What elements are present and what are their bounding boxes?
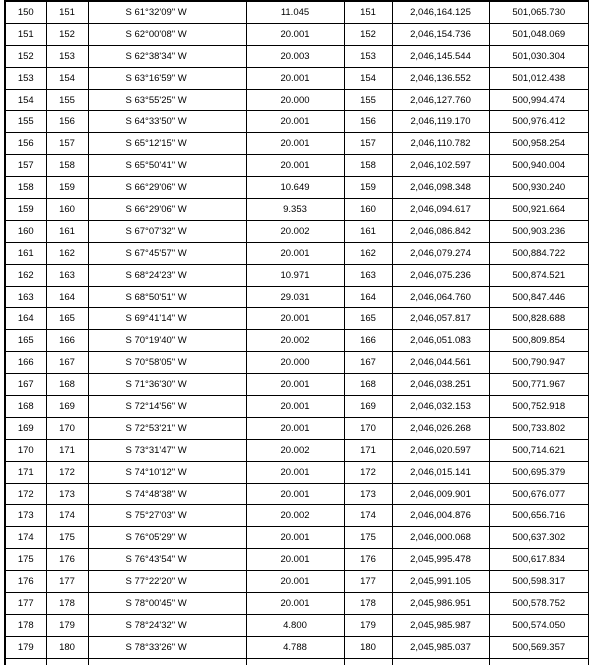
coordinate-x-cell: 501,048.069 bbox=[489, 23, 589, 45]
distance-cell: 20.001 bbox=[246, 527, 344, 549]
table-row bbox=[5, 111, 589, 133]
bearing-cell: S 74°10'12" W bbox=[88, 461, 246, 483]
distance-cell: 20.003 bbox=[246, 45, 344, 67]
bearing-cell: S 66°29'06" W bbox=[88, 199, 246, 221]
coordinate-x-cell: 501,065.730 bbox=[489, 1, 589, 23]
bearing-cell: S 70°58'05" W bbox=[88, 352, 246, 374]
coordinate-x-cell: 500,976.412 bbox=[489, 111, 589, 133]
distance-cell: 20.001 bbox=[246, 242, 344, 264]
vertex-cell: 180 bbox=[344, 636, 392, 658]
distance-cell: 20.001 bbox=[246, 374, 344, 396]
bearing-cell: S 76°05'29" W bbox=[88, 527, 246, 549]
distance-cell: 11.045 bbox=[246, 1, 344, 23]
empty-cell bbox=[392, 658, 489, 665]
table-row bbox=[5, 133, 589, 155]
station-to-cell: 155 bbox=[46, 89, 88, 111]
distance-cell: 20.001 bbox=[246, 133, 344, 155]
coordinate-x-cell: 500,578.752 bbox=[489, 593, 589, 615]
vertex-cell: 167 bbox=[344, 352, 392, 374]
coordinate-x-cell: 500,958.254 bbox=[489, 133, 589, 155]
survey-sheet bbox=[4, 0, 588, 665]
coordinate-x-cell: 500,637.302 bbox=[489, 527, 589, 549]
coordinate-x-cell: 500,903.236 bbox=[489, 220, 589, 242]
station-from-cell: 175 bbox=[5, 549, 46, 571]
table-row bbox=[5, 352, 589, 374]
coordinate-x-cell: 500,676.077 bbox=[489, 483, 589, 505]
bearing-cell: S 74°48'38" W bbox=[88, 483, 246, 505]
distance-cell: 20.001 bbox=[246, 308, 344, 330]
station-to-cell: 162 bbox=[46, 242, 88, 264]
table-row bbox=[5, 527, 589, 549]
vertex-cell: 168 bbox=[344, 374, 392, 396]
station-to-cell: 179 bbox=[46, 614, 88, 636]
station-from-cell: 167 bbox=[5, 374, 46, 396]
vertex-cell: 173 bbox=[344, 483, 392, 505]
station-to-cell: 154 bbox=[46, 67, 88, 89]
coordinate-y-cell: 2,046,064.760 bbox=[392, 286, 489, 308]
table-row bbox=[5, 264, 589, 286]
empty-cell bbox=[46, 658, 88, 665]
coordinate-y-cell: 2,046,127.760 bbox=[392, 89, 489, 111]
station-from-cell: 164 bbox=[5, 308, 46, 330]
vertex-cell: 158 bbox=[344, 155, 392, 177]
station-from-cell: 156 bbox=[5, 133, 46, 155]
bearing-cell: S 68°24'23" W bbox=[88, 264, 246, 286]
station-from-cell: 153 bbox=[5, 67, 46, 89]
coordinate-y-cell: 2,046,136.552 bbox=[392, 67, 489, 89]
station-from-cell: 179 bbox=[5, 636, 46, 658]
station-from-cell: 177 bbox=[5, 593, 46, 615]
station-to-cell: 158 bbox=[46, 155, 88, 177]
vertex-cell: 176 bbox=[344, 549, 392, 571]
station-to-cell: 173 bbox=[46, 483, 88, 505]
bearing-cell: S 78°24'32" W bbox=[88, 614, 246, 636]
distance-cell: 20.000 bbox=[246, 352, 344, 374]
station-from-cell: 166 bbox=[5, 352, 46, 374]
bearing-cell: S 67°07'32" W bbox=[88, 220, 246, 242]
distance-cell: 20.001 bbox=[246, 417, 344, 439]
bearing-cell: S 61°32'09" W bbox=[88, 1, 246, 23]
station-to-cell: 153 bbox=[46, 45, 88, 67]
distance-cell: 20.001 bbox=[246, 461, 344, 483]
coordinate-y-cell: 2,046,086.842 bbox=[392, 220, 489, 242]
table-row bbox=[5, 23, 589, 45]
coordinate-y-cell: 2,046,164.125 bbox=[392, 1, 489, 23]
coordinate-y-cell: 2,046,119.170 bbox=[392, 111, 489, 133]
coordinate-y-cell: 2,046,009.901 bbox=[392, 483, 489, 505]
empty-cell bbox=[344, 658, 392, 665]
station-to-cell: 156 bbox=[46, 111, 88, 133]
bearing-cell: S 69°41'14" W bbox=[88, 308, 246, 330]
empty-cell bbox=[88, 658, 246, 665]
vertex-cell: 177 bbox=[344, 571, 392, 593]
vertex-cell: 151 bbox=[344, 1, 392, 23]
station-from-cell: 171 bbox=[5, 461, 46, 483]
coordinate-x-cell: 500,921.664 bbox=[489, 199, 589, 221]
station-from-cell: 162 bbox=[5, 264, 46, 286]
coordinate-y-cell: 2,046,044.561 bbox=[392, 352, 489, 374]
vertex-cell: 162 bbox=[344, 242, 392, 264]
distance-cell: 10.649 bbox=[246, 177, 344, 199]
station-to-cell: 163 bbox=[46, 264, 88, 286]
coordinate-x-cell: 500,809.854 bbox=[489, 330, 589, 352]
station-to-cell: 169 bbox=[46, 396, 88, 418]
station-from-cell: 170 bbox=[5, 439, 46, 461]
distance-cell: 20.001 bbox=[246, 155, 344, 177]
table-row bbox=[5, 67, 589, 89]
coordinate-x-cell: 500,656.716 bbox=[489, 505, 589, 527]
station-to-cell: 168 bbox=[46, 374, 88, 396]
station-from-cell: 158 bbox=[5, 177, 46, 199]
vertex-cell: 159 bbox=[344, 177, 392, 199]
coordinate-y-cell: 2,046,154.736 bbox=[392, 23, 489, 45]
distance-cell: 20.001 bbox=[246, 111, 344, 133]
coordinate-x-cell: 500,695.379 bbox=[489, 461, 589, 483]
distance-cell: 20.002 bbox=[246, 330, 344, 352]
station-to-cell: 178 bbox=[46, 593, 88, 615]
coordinate-x-cell: 500,930.240 bbox=[489, 177, 589, 199]
table-row bbox=[5, 396, 589, 418]
table-row bbox=[5, 549, 589, 571]
coordinate-x-cell: 500,574.050 bbox=[489, 614, 589, 636]
vertex-cell: 164 bbox=[344, 286, 392, 308]
bearing-cell: S 62°38'34" W bbox=[88, 45, 246, 67]
station-from-cell: 163 bbox=[5, 286, 46, 308]
station-from-cell: 176 bbox=[5, 571, 46, 593]
coordinate-x-cell: 501,012.438 bbox=[489, 67, 589, 89]
table-row bbox=[5, 220, 589, 242]
coordinate-y-cell: 2,046,094.617 bbox=[392, 199, 489, 221]
table-row bbox=[5, 461, 589, 483]
coordinate-x-cell: 500,569.357 bbox=[489, 636, 589, 658]
coordinate-y-cell: 2,045,995.478 bbox=[392, 549, 489, 571]
station-from-cell: 150 bbox=[5, 1, 46, 23]
coordinate-y-cell: 2,046,032.153 bbox=[392, 396, 489, 418]
table-row bbox=[5, 439, 589, 461]
station-to-cell: 151 bbox=[46, 1, 88, 23]
coordinate-x-cell: 500,828.688 bbox=[489, 308, 589, 330]
bearing-cell: S 65°50'41" W bbox=[88, 155, 246, 177]
bearing-cell: S 67°45'57" W bbox=[88, 242, 246, 264]
station-to-cell: 177 bbox=[46, 571, 88, 593]
bearing-cell: S 62°00'08" W bbox=[88, 23, 246, 45]
station-to-cell: 176 bbox=[46, 549, 88, 571]
station-to-cell: 171 bbox=[46, 439, 88, 461]
table-row bbox=[5, 155, 589, 177]
vertex-cell: 175 bbox=[344, 527, 392, 549]
table-row bbox=[5, 483, 589, 505]
coordinate-x-cell: 500,884.722 bbox=[489, 242, 589, 264]
bearing-cell: S 78°33'26" W bbox=[88, 636, 246, 658]
coordinate-y-cell: 2,046,057.817 bbox=[392, 308, 489, 330]
vertex-cell: 156 bbox=[344, 111, 392, 133]
coordinate-y-cell: 2,046,102.597 bbox=[392, 155, 489, 177]
vertex-cell: 172 bbox=[344, 461, 392, 483]
bearing-cell: S 78°00'45" W bbox=[88, 593, 246, 615]
station-from-cell: 154 bbox=[5, 89, 46, 111]
station-from-cell: 151 bbox=[5, 23, 46, 45]
distance-cell: 29.031 bbox=[246, 286, 344, 308]
empty-cell bbox=[5, 658, 46, 665]
coordinate-y-cell: 2,046,145.544 bbox=[392, 45, 489, 67]
coordinate-y-cell: 2,045,985.987 bbox=[392, 614, 489, 636]
table-row bbox=[5, 505, 589, 527]
distance-cell: 20.001 bbox=[246, 396, 344, 418]
distance-cell: 20.001 bbox=[246, 483, 344, 505]
table-row bbox=[5, 45, 589, 67]
table-row bbox=[5, 199, 589, 221]
distance-cell: 9.353 bbox=[246, 199, 344, 221]
bearing-cell: S 70°19'40" W bbox=[88, 330, 246, 352]
distance-cell: 20.002 bbox=[246, 220, 344, 242]
table-row bbox=[5, 177, 589, 199]
coordinate-x-cell: 500,714.621 bbox=[489, 439, 589, 461]
coordinate-y-cell: 2,046,051.083 bbox=[392, 330, 489, 352]
table-row bbox=[5, 571, 589, 593]
bearing-cell: S 63°16'59" W bbox=[88, 67, 246, 89]
distance-cell: 20.001 bbox=[246, 23, 344, 45]
table-row bbox=[5, 286, 589, 308]
table-row bbox=[5, 593, 589, 615]
coordinate-x-cell: 500,940.004 bbox=[489, 155, 589, 177]
coordinate-x-cell: 500,790.947 bbox=[489, 352, 589, 374]
bearing-cell: S 64°33'50" W bbox=[88, 111, 246, 133]
station-to-cell: 180 bbox=[46, 636, 88, 658]
coordinate-y-cell: 2,046,004.876 bbox=[392, 505, 489, 527]
station-from-cell: 168 bbox=[5, 396, 46, 418]
table-row bbox=[5, 417, 589, 439]
coordinate-x-cell: 500,847.446 bbox=[489, 286, 589, 308]
coordinate-y-cell: 2,046,020.597 bbox=[392, 439, 489, 461]
station-to-cell: 152 bbox=[46, 23, 88, 45]
station-to-cell: 165 bbox=[46, 308, 88, 330]
survey-table-body bbox=[5, 1, 589, 665]
vertex-cell: 155 bbox=[344, 89, 392, 111]
station-from-cell: 178 bbox=[5, 614, 46, 636]
coordinate-y-cell: 2,046,075.236 bbox=[392, 264, 489, 286]
coordinate-x-cell: 500,598.317 bbox=[489, 571, 589, 593]
vertex-cell: 169 bbox=[344, 396, 392, 418]
coordinate-y-cell: 2,046,110.782 bbox=[392, 133, 489, 155]
bearing-cell: S 72°53'21" W bbox=[88, 417, 246, 439]
station-to-cell: 174 bbox=[46, 505, 88, 527]
coordinate-x-cell: 500,617.834 bbox=[489, 549, 589, 571]
vertex-cell: 163 bbox=[344, 264, 392, 286]
station-to-cell: 157 bbox=[46, 133, 88, 155]
vertex-cell: 154 bbox=[344, 67, 392, 89]
coordinate-y-cell: 2,046,026.268 bbox=[392, 417, 489, 439]
distance-cell: 20.001 bbox=[246, 67, 344, 89]
bearing-cell: S 65°12'15" W bbox=[88, 133, 246, 155]
station-to-cell: 172 bbox=[46, 461, 88, 483]
vertex-cell: 178 bbox=[344, 593, 392, 615]
bearing-cell: S 75°27'03" W bbox=[88, 505, 246, 527]
coordinate-x-cell: 500,752.918 bbox=[489, 396, 589, 418]
vertex-cell: 171 bbox=[344, 439, 392, 461]
distance-cell: 10.971 bbox=[246, 264, 344, 286]
table-row bbox=[5, 330, 589, 352]
coordinate-x-cell: 500,733.802 bbox=[489, 417, 589, 439]
coordinate-x-cell: 500,994.474 bbox=[489, 89, 589, 111]
station-from-cell: 159 bbox=[5, 199, 46, 221]
station-to-cell: 161 bbox=[46, 220, 88, 242]
station-from-cell: 174 bbox=[5, 527, 46, 549]
coordinate-y-cell: 2,045,985.037 bbox=[392, 636, 489, 658]
station-to-cell: 166 bbox=[46, 330, 88, 352]
vertex-cell: 166 bbox=[344, 330, 392, 352]
vertex-cell: 170 bbox=[344, 417, 392, 439]
coordinate-y-cell: 2,046,000.068 bbox=[392, 527, 489, 549]
station-from-cell: 152 bbox=[5, 45, 46, 67]
bearing-cell: S 63°55'25" W bbox=[88, 89, 246, 111]
coordinate-x-cell: 500,771.967 bbox=[489, 374, 589, 396]
coordinate-y-cell: 2,045,986.951 bbox=[392, 593, 489, 615]
station-from-cell: 172 bbox=[5, 483, 46, 505]
distance-cell: 20.001 bbox=[246, 549, 344, 571]
station-to-cell: 170 bbox=[46, 417, 88, 439]
coordinate-y-cell: 2,046,098.348 bbox=[392, 177, 489, 199]
coordinate-x-cell: 500,874.521 bbox=[489, 264, 589, 286]
empty-cell bbox=[489, 658, 589, 665]
station-to-cell: 164 bbox=[46, 286, 88, 308]
survey-table bbox=[4, 0, 589, 665]
distance-cell: 20.001 bbox=[246, 571, 344, 593]
table-row bbox=[5, 242, 589, 264]
vertex-cell: 157 bbox=[344, 133, 392, 155]
station-from-cell: 165 bbox=[5, 330, 46, 352]
coordinate-y-cell: 2,046,079.274 bbox=[392, 242, 489, 264]
table-row bbox=[5, 636, 589, 658]
empty-cell bbox=[246, 658, 344, 665]
station-to-cell: 160 bbox=[46, 199, 88, 221]
station-from-cell: 155 bbox=[5, 111, 46, 133]
bearing-cell: S 68°50'51" W bbox=[88, 286, 246, 308]
station-to-cell: 159 bbox=[46, 177, 88, 199]
coordinate-y-cell: 2,046,038.251 bbox=[392, 374, 489, 396]
distance-cell: 20.000 bbox=[246, 89, 344, 111]
bearing-cell: S 77°22'20" W bbox=[88, 571, 246, 593]
station-to-cell: 167 bbox=[46, 352, 88, 374]
station-to-cell: 175 bbox=[46, 527, 88, 549]
bearing-cell: S 71°36'30" W bbox=[88, 374, 246, 396]
distance-cell: 4.788 bbox=[246, 636, 344, 658]
table-row-cut-off bbox=[5, 658, 589, 665]
station-from-cell: 157 bbox=[5, 155, 46, 177]
bearing-cell: S 73°31'47" W bbox=[88, 439, 246, 461]
table-row bbox=[5, 89, 589, 111]
coordinate-y-cell: 2,045,991.105 bbox=[392, 571, 489, 593]
vertex-cell: 152 bbox=[344, 23, 392, 45]
bearing-cell: S 76°43'54" W bbox=[88, 549, 246, 571]
distance-cell: 20.002 bbox=[246, 439, 344, 461]
vertex-cell: 153 bbox=[344, 45, 392, 67]
vertex-cell: 161 bbox=[344, 220, 392, 242]
distance-cell: 20.001 bbox=[246, 593, 344, 615]
table-row bbox=[5, 374, 589, 396]
vertex-cell: 160 bbox=[344, 199, 392, 221]
station-from-cell: 161 bbox=[5, 242, 46, 264]
coordinate-x-cell: 501,030.304 bbox=[489, 45, 589, 67]
distance-cell: 4.800 bbox=[246, 614, 344, 636]
coordinate-y-cell: 2,046,015.141 bbox=[392, 461, 489, 483]
table-row bbox=[5, 614, 589, 636]
bearing-cell: S 72°14'56" W bbox=[88, 396, 246, 418]
vertex-cell: 165 bbox=[344, 308, 392, 330]
station-from-cell: 160 bbox=[5, 220, 46, 242]
vertex-cell: 179 bbox=[344, 614, 392, 636]
table-row bbox=[5, 1, 589, 23]
distance-cell: 20.002 bbox=[246, 505, 344, 527]
table-row bbox=[5, 308, 589, 330]
station-from-cell: 169 bbox=[5, 417, 46, 439]
station-from-cell: 173 bbox=[5, 505, 46, 527]
vertex-cell: 174 bbox=[344, 505, 392, 527]
bearing-cell: S 66°29'06" W bbox=[88, 177, 246, 199]
